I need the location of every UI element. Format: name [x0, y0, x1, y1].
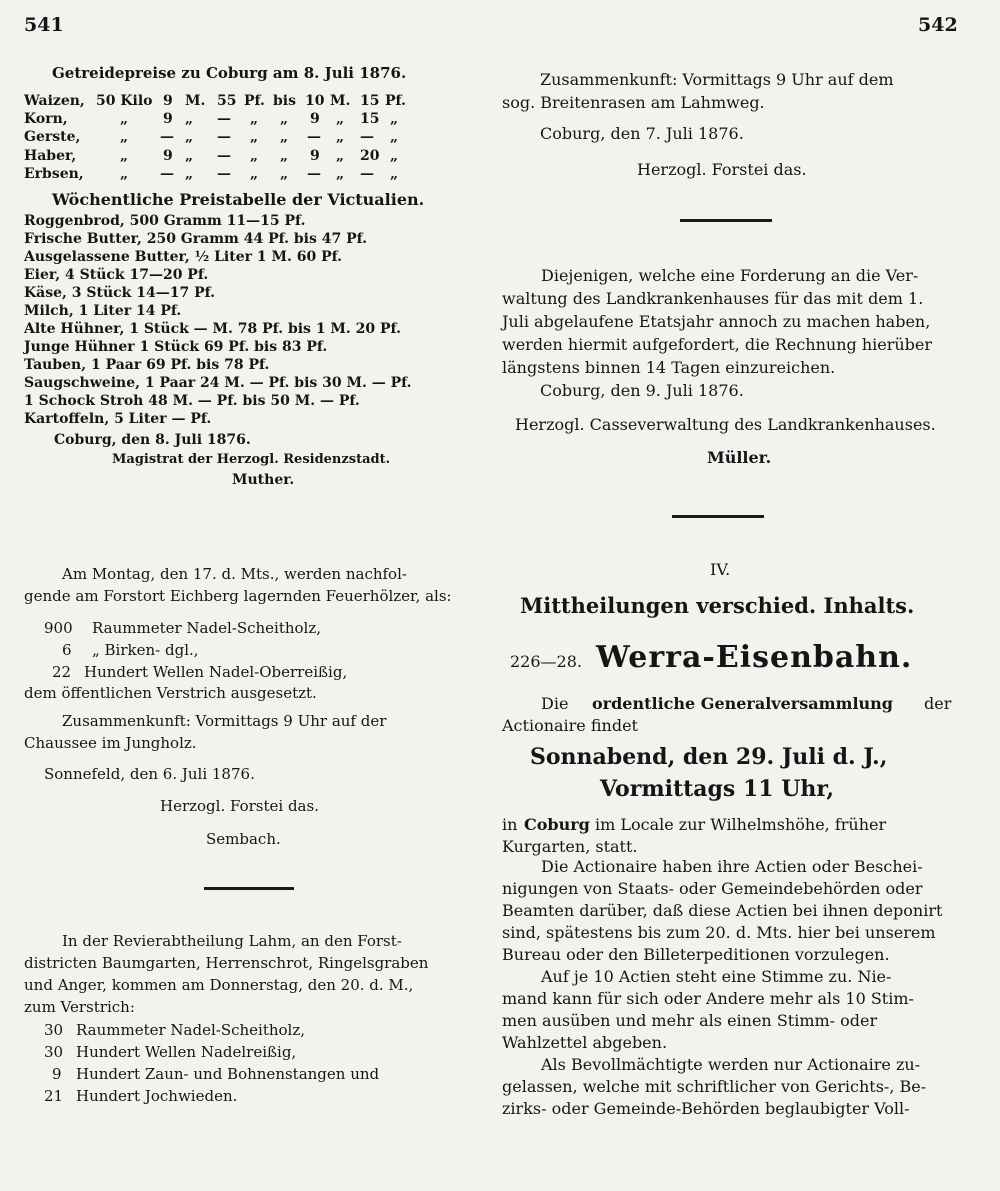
- grain-cell: —: [160, 166, 174, 182]
- victual-line: Eier, 4 Stück 17—20 Pf.: [24, 267, 209, 283]
- page-number-right: 542: [918, 14, 958, 36]
- grain-cell: 15: [360, 111, 380, 127]
- notice2-line: und Anger, kommen am Donnerstag, den 20. d. M.,: [24, 976, 414, 994]
- section-ref: 226—28.: [510, 652, 582, 671]
- forestry-meeting: Zusammenkunft: Vormittags 9 Uhr auf dem: [540, 70, 894, 89]
- grain-cell: 10: [305, 93, 325, 109]
- victuals-place-date: Coburg, den 8. Juli 1876.: [54, 432, 251, 448]
- grain-cell: „: [185, 166, 194, 182]
- grain-cell: 9: [163, 111, 173, 127]
- grain-cell: „: [250, 111, 259, 127]
- grain-cell: „: [250, 129, 259, 145]
- grain-cell: „: [336, 148, 345, 164]
- victual-line: Saugschweine, 1 Paar 24 M. — Pf. bis 30 M. — Pf.: [24, 375, 412, 391]
- assembly-time: Vormittags 11 Uhr,: [600, 776, 835, 802]
- grain-name: Erbsen,: [24, 166, 84, 182]
- grain-cell: 20: [360, 148, 380, 164]
- body-line: zirks- oder Gemeinde-Behörden beglaubigter Voll-: [502, 1099, 910, 1118]
- grain-cell: „: [250, 148, 259, 164]
- notice1-line: Am Montag, den 17. d. Mts., werden nachfol-: [62, 565, 407, 583]
- separator-rule: [680, 219, 772, 222]
- body-line: Bureau oder den Billeterpeditionen vorzulegen.: [502, 945, 890, 964]
- grain-cell: Pf.: [385, 93, 406, 109]
- grain-cell: „: [336, 129, 345, 145]
- grain-cell: „: [280, 129, 289, 145]
- item-qty: 30: [44, 1021, 64, 1039]
- item-qty: 30: [44, 1043, 64, 1061]
- grain-unit: „: [120, 166, 129, 182]
- grain-unit: „: [120, 148, 129, 164]
- hospital-authority: Herzogl. Casseverwaltung des Landkrankenhauses.: [515, 415, 936, 434]
- grain-cell: 9: [163, 148, 173, 164]
- forestry-place-date: Coburg, den 7. Juli 1876.: [540, 124, 744, 143]
- notice1-meeting: Zusammenkunft: Vormittags 9 Uhr auf der: [62, 712, 387, 730]
- assembly-location-venue: im Locale zur Wilhelmshöhe, früher: [595, 815, 887, 834]
- section-heading: Mittheilungen verschied. Inhalts.: [520, 593, 915, 618]
- grain-unit: 50 Kilo: [96, 93, 153, 109]
- assembly-location-city: Coburg: [524, 815, 590, 834]
- victual-line: Kartoffeln, 5 Liter — Pf.: [24, 411, 212, 427]
- assembly-location-line-2: Kurgarten, statt.: [502, 837, 638, 856]
- grain-name: Korn,: [24, 111, 68, 127]
- body-line: mand kann für sich oder Andere mehr als 10 Stim-: [502, 989, 914, 1008]
- item-qty: 22: [52, 663, 72, 681]
- grain-cell: „: [280, 148, 289, 164]
- assembly-date: Sonnabend, den 29. Juli d. J.,: [530, 744, 888, 770]
- grain-cell: —: [307, 129, 321, 145]
- body-line: Auf je 10 Actien steht eine Stimme zu. Nie-: [541, 967, 892, 986]
- grain-cell: „: [390, 111, 399, 127]
- victual-line: Junge Hühner 1 Stück 69 Pf. bis 83 Pf.: [24, 339, 328, 355]
- grain-cell: —: [360, 129, 374, 145]
- hospital-line: längstens binnen 14 Tagen einzureichen.: [502, 358, 836, 377]
- item-qty: 9: [52, 1065, 62, 1083]
- grain-name: Waizen,: [24, 93, 85, 109]
- section-title: Werra-Eisenbahn.: [596, 640, 913, 675]
- notice1-meeting-place: Chaussee im Jungholz.: [24, 734, 197, 752]
- item-text: „ Birken- dgl.,: [92, 641, 199, 659]
- grain-title: Getreidepreise zu Coburg am 8. Juli 1876.: [52, 64, 407, 82]
- grain-cell: 15: [360, 93, 380, 109]
- hospital-place-date: Coburg, den 9. Juli 1876.: [540, 381, 744, 400]
- victual-line: 1 Schock Stroh 48 M. — Pf. bis 50 M. — Pf.: [24, 393, 360, 409]
- grain-cell: —: [217, 111, 231, 127]
- grain-cell: „: [280, 111, 289, 127]
- victual-line: Roggenbrod, 500 Gramm 11—15 Pf.: [24, 213, 306, 229]
- grain-unit: „: [120, 129, 129, 145]
- notice2-line: In der Revierabtheilung Lahm, an den Forst-: [62, 932, 402, 950]
- assembly-line-start: Die: [541, 694, 569, 713]
- grain-cell: „: [185, 148, 194, 164]
- item-text: Hundert Zaun- und Bohnenstangen und: [76, 1065, 380, 1083]
- victuals-signature: Muther.: [232, 472, 295, 488]
- assembly-emphasis: ordentliche Generalversammlung: [592, 694, 893, 713]
- grain-cell: M.: [185, 93, 206, 109]
- grain-cell: „: [336, 166, 345, 182]
- item-text: Hundert Wellen Nadelreißig,: [76, 1043, 297, 1061]
- item-text: Raummeter Nadel-Scheitholz,: [92, 619, 322, 637]
- item-qty: 900: [44, 619, 73, 637]
- grain-cell: „: [185, 129, 194, 145]
- assembly-line-end: der: [924, 694, 952, 713]
- grain-cell: Pf.: [244, 93, 265, 109]
- item-text: Hundert Jochwieden.: [76, 1087, 238, 1105]
- grain-cell: —: [160, 129, 174, 145]
- grain-cell: —: [307, 166, 321, 182]
- item-qty: 21: [44, 1087, 64, 1105]
- body-line: Beamten darüber, daß diese Actien bei ihnen deponirt: [502, 901, 943, 920]
- separator-rule: [672, 515, 764, 518]
- item-text: Raummeter Nadel-Scheitholz,: [76, 1021, 306, 1039]
- hospital-line: waltung des Landkrankenhauses für das mit dem 1.: [502, 289, 924, 308]
- grain-unit: „: [120, 111, 129, 127]
- page-number-left: 541: [24, 14, 64, 36]
- body-line: Die Actionaire haben ihre Actien oder Beschei-: [541, 857, 923, 876]
- grain-cell: 55: [217, 93, 237, 109]
- notice1-after: dem öffentlichen Verstrich ausgesetzt.: [24, 684, 317, 702]
- grain-cell: M.: [330, 93, 351, 109]
- victual-line: Milch, 1 Liter 14 Pf.: [24, 303, 182, 319]
- notice2-line: districten Baumgarten, Herrenschrot, Ringelsgraben: [24, 954, 429, 972]
- body-line: nigungen von Staats- oder Gemeindebehörden oder: [502, 879, 923, 898]
- notice2-line: zum Verstrich:: [24, 998, 135, 1016]
- victuals-title: Wöchentliche Preistabelle der Victualien.: [52, 190, 425, 209]
- victual-line: Alte Hühner, 1 Stück — M. 78 Pf. bis 1 M. 20 Pf.: [24, 321, 401, 337]
- grain-name: Gerste,: [24, 129, 81, 145]
- hospital-line: Diejenigen, welche eine Forderung an die Ver-: [541, 266, 919, 285]
- grain-cell: „: [336, 111, 345, 127]
- notice1-place-date: Sonnefeld, den 6. Juli 1876.: [44, 765, 255, 783]
- section-number: IV.: [710, 560, 731, 579]
- hospital-line: Juli abgelaufene Etatsjahr annoch zu machen haben,: [502, 312, 931, 331]
- notice1-signature: Sembach.: [206, 830, 281, 848]
- body-line: men ausüben und mehr als einen Stimm- oder: [502, 1011, 878, 1030]
- assembly-location-in: in: [502, 815, 518, 834]
- notice1-authority: Herzogl. Forstei das.: [160, 797, 319, 815]
- grain-name: Haber,: [24, 148, 77, 164]
- victuals-authority: Magistrat der Herzogl. Residenzstadt.: [112, 452, 391, 467]
- victual-line: Frische Butter, 250 Gramm 44 Pf. bis 47 Pf.: [24, 231, 368, 247]
- grain-cell: —: [217, 129, 231, 145]
- hospital-signature: Müller.: [707, 448, 772, 467]
- victual-line: Käse, 3 Stück 14—17 Pf.: [24, 285, 216, 301]
- grain-cell: —: [217, 148, 231, 164]
- grain-cell: 9: [163, 93, 173, 109]
- grain-cell: 9: [310, 148, 320, 164]
- grain-cell: „: [390, 129, 399, 145]
- grain-cell: „: [390, 148, 399, 164]
- hospital-line: werden hiermit aufgefordert, die Rechnung hierüber: [502, 335, 933, 354]
- assembly-line-2: Actionaire findet: [502, 716, 638, 735]
- item-qty: 6: [62, 641, 72, 659]
- victual-line: Tauben, 1 Paar 69 Pf. bis 78 Pf.: [24, 357, 270, 373]
- forestry-authority: Herzogl. Forstei das.: [637, 160, 807, 179]
- grain-cell: bis: [273, 93, 296, 109]
- forestry-meeting-place: sog. Breitenrasen am Lahmweg.: [502, 93, 765, 112]
- grain-cell: —: [360, 166, 374, 182]
- grain-cell: „: [390, 166, 399, 182]
- grain-cell: „: [185, 111, 194, 127]
- victual-line: Ausgelassene Butter, ½ Liter 1 M. 60 Pf.: [24, 249, 343, 265]
- body-line: sind, spätestens bis zum 20. d. Mts. hier bei unserem: [502, 923, 936, 942]
- body-line: Als Bevollmächtigte werden nur Actionaire zu-: [541, 1055, 921, 1074]
- grain-cell: —: [217, 166, 231, 182]
- item-text: Hundert Wellen Nadel-Oberreißig,: [84, 663, 348, 681]
- body-line: Wahlzettel abgeben.: [502, 1033, 668, 1052]
- separator-rule: [204, 887, 294, 890]
- grain-cell: 9: [310, 111, 320, 127]
- grain-cell: „: [280, 166, 289, 182]
- notice1-line: gende am Forstort Eichberg lagernden Feuerhölzer, als:: [24, 587, 452, 605]
- body-line: gelassen, welche mit schriftlicher von Gerichts-, Be-: [502, 1077, 927, 1096]
- grain-cell: „: [250, 166, 259, 182]
